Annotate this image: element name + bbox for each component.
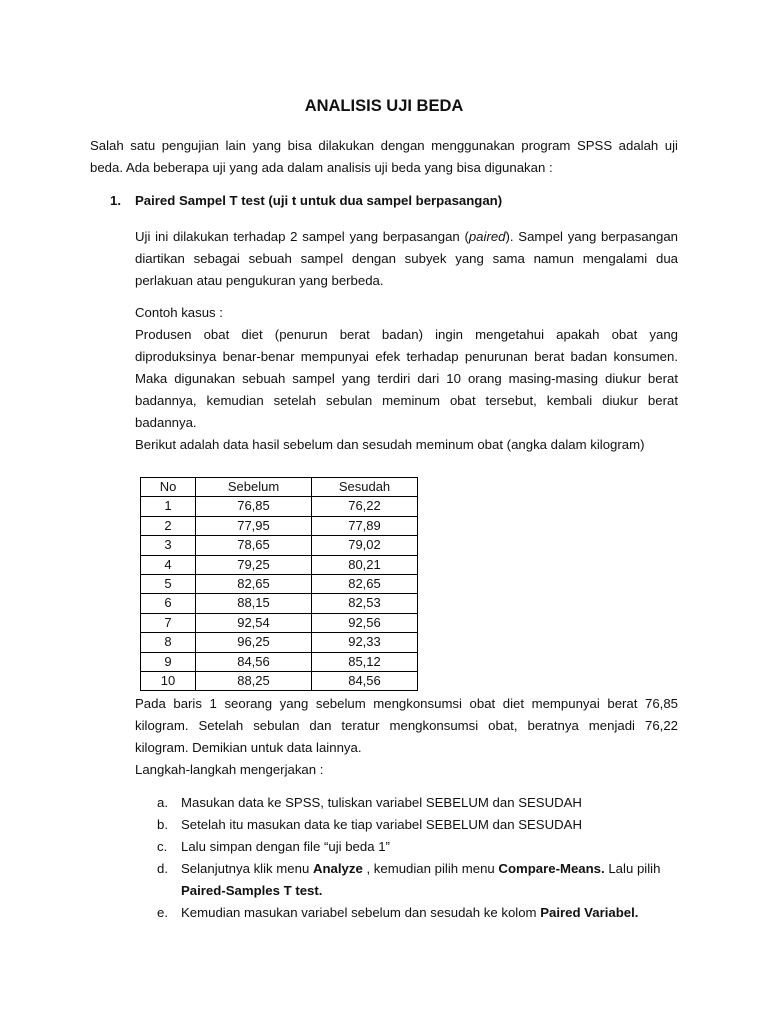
cell-sebelum: 84,56 (196, 652, 312, 671)
cell-sebelum: 77,95 (196, 516, 312, 535)
table-row (141, 652, 418, 671)
cell-no: 4 (141, 555, 196, 574)
case-paragraph: Produsen obat diet (penurun berat badan) ingin mengetahui apakah obat yang diproduksinya benar-benar mempunyai efek terhadap penurunan berat badan konsumen. Maka digunakan sebuah sampel yang terdiri dari 10 orang masing-masing diukur berat badannya, kemudian setelah sebulan meminum obat tersebut, kembali diukur berat badannya. (135, 327, 678, 430)
step-text: Masukan data ke SPSS, tuliskan variabel SEBELUM dan SESUDAH (181, 795, 582, 810)
step-marker: c. (157, 839, 168, 854)
step-item (135, 792, 678, 814)
table-row (141, 594, 418, 613)
step-item (135, 814, 678, 836)
cell-no: 5 (141, 575, 196, 594)
paired-term: paired (468, 229, 506, 244)
cell-sesudah: 92,33 (312, 633, 418, 652)
step-item (135, 836, 678, 858)
table-row (141, 633, 418, 652)
step-marker: a. (157, 795, 168, 810)
step-text: Lalu pilih (604, 861, 661, 876)
header-no: No (141, 478, 196, 497)
cell-no: 8 (141, 633, 196, 652)
cell-sebelum: 78,65 (196, 536, 312, 555)
cell-no: 7 (141, 613, 196, 632)
after-table-paragraph: Pada baris 1 seorang yang sebelum mengkonsumsi obat diet mempunyai berat 76,85 kilogram. Setelah sebulan dan teratur mengkonsumsi obat, beratnya menjadi 76,22 kilogram. Demikian untuk data lainnya. (135, 696, 678, 755)
table-row (141, 555, 418, 574)
example-label: Contoh kasus : (135, 305, 223, 320)
cell-no: 9 (141, 652, 196, 671)
section-description: Uji ini dilakukan terhadap 2 sampel yang berpasangan (paired). Sampel yang berpasangan diartikan sebagai sebuah sampel dengan subyek yang sama namun mengalami dua perlakuan atau pengukuran yang berbeda. (135, 229, 678, 288)
table-row (141, 575, 418, 594)
section-number: 1. (110, 193, 121, 208)
table-row (141, 536, 418, 555)
table-row (141, 613, 418, 632)
cell-sesudah: 80,21 (312, 555, 418, 574)
step-item (135, 858, 678, 902)
section-title: Paired Sampel T test (uji t untuk dua sampel berpasangan) (135, 193, 503, 208)
step-text: , kemudian pilih menu (362, 861, 499, 876)
data-table (140, 477, 418, 691)
cell-sesudah: 79,02 (312, 536, 418, 555)
cell-sesudah: 84,56 (312, 672, 418, 691)
table-row (141, 497, 418, 516)
cell-sebelum: 76,85 (196, 497, 312, 516)
cell-sebelum: 88,25 (196, 672, 312, 691)
step-marker: d. (157, 861, 168, 876)
step-text: Setelah itu masukan data ke tiap variabel SEBELUM dan SESUDAH (181, 817, 582, 832)
step-keyword: Analyze (312, 861, 363, 876)
cell-no: 2 (141, 516, 196, 535)
cell-sesudah: 82,65 (312, 575, 418, 594)
step-text: Selanjutnya klik menu (181, 861, 313, 876)
step-marker: b. (157, 817, 168, 832)
header-sebelum: Sebelum (196, 478, 312, 497)
cell-sebelum: 82,65 (196, 575, 312, 594)
cell-sebelum: 92,54 (196, 613, 312, 632)
cell-no: 6 (141, 594, 196, 613)
table-intro: Berikut adalah data hasil sebelum dan sesudah meminum obat (angka dalam kilogram) (135, 437, 645, 452)
table-row (141, 672, 418, 691)
steps-label: Langkah-langkah mengerjakan : (135, 762, 324, 777)
cell-no: 1 (141, 497, 196, 516)
header-sesudah: Sesudah (312, 478, 418, 497)
step-text: Lalu simpan dengan file “uji beda 1” (181, 839, 390, 854)
step-keyword: Paired Variabel. (540, 905, 639, 920)
cell-no: 3 (141, 536, 196, 555)
cell-sesudah: 92,56 (312, 613, 418, 632)
page-title: ANALISIS UJI BEDA (304, 97, 464, 115)
step-keyword: Paired-Samples T test. (181, 883, 323, 898)
cell-sesudah: 85,12 (312, 652, 418, 671)
table-row (141, 516, 418, 535)
step-keyword: Compare-Means. (498, 861, 605, 876)
cell-sebelum: 96,25 (196, 633, 312, 652)
intro-paragraph: Salah satu pengujian lain yang bisa dilakukan dengan menggunakan program SPSS adalah uji beda. Ada beberapa uji yang ada dalam analisis uji beda yang bisa digunakan : (90, 138, 678, 175)
cell-no: 10 (141, 672, 196, 691)
steps-list (135, 792, 678, 924)
cell-sebelum: 88,15 (196, 594, 312, 613)
cell-sesudah: 77,89 (312, 516, 418, 535)
step-item (135, 902, 678, 924)
table-header-row (141, 478, 418, 497)
step-marker: e. (157, 905, 168, 920)
step-text: Kemudian masukan variabel sebelum dan sesudah ke kolom (181, 905, 541, 920)
cell-sebelum: 79,25 (196, 555, 312, 574)
cell-sesudah: 82,53 (312, 594, 418, 613)
cell-sesudah: 76,22 (312, 497, 418, 516)
